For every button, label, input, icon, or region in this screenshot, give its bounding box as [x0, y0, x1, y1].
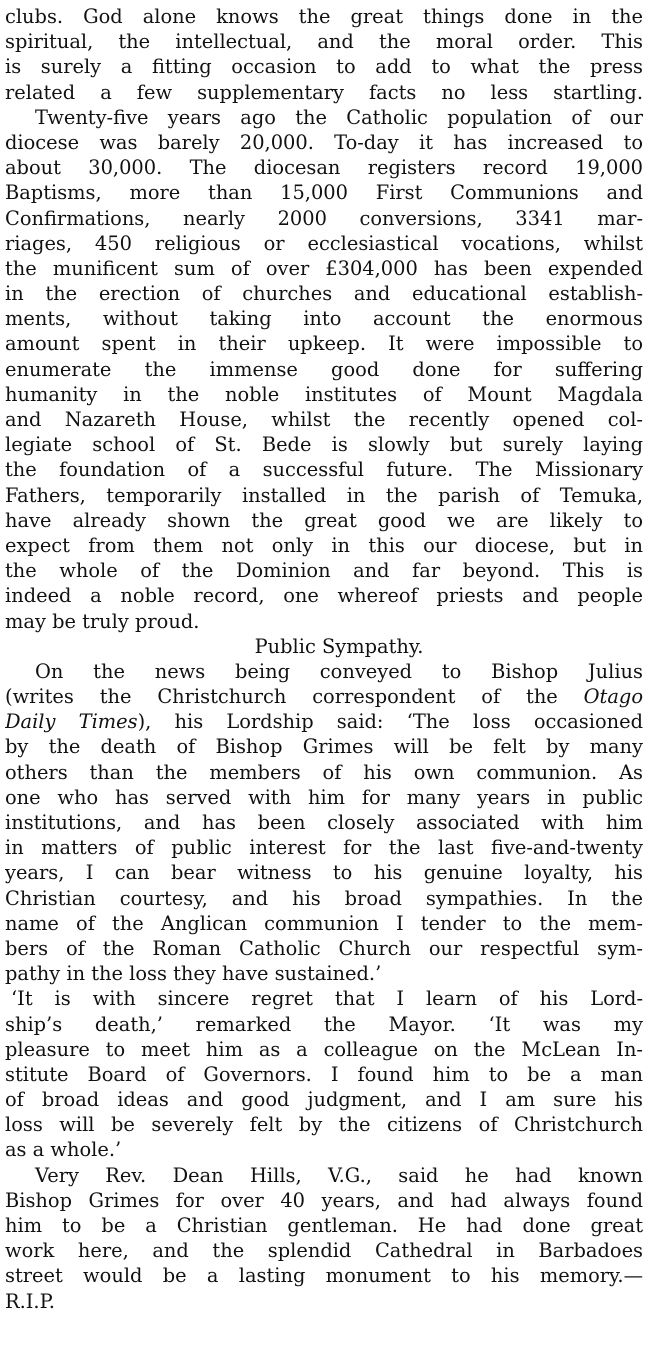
text-line: stitute Board of Governors. I found him to be a man — [5, 1062, 643, 1086]
text-line: riages, 450 religious or ecclesiastical vocations, whilst — [5, 231, 643, 255]
section-heading: Public Sympathy. — [254, 634, 424, 658]
text-line: related a few supplementary facts no less startling. — [5, 80, 643, 104]
text-line: indeed a noble record, one whereof priests and people — [5, 584, 643, 608]
text-line — [5, 709, 643, 734]
text-line: the foundation of a successful future. The Missionary — [5, 458, 643, 482]
text-line: years, I can bear witness to his genuine loyalty, his — [5, 861, 643, 885]
text-line: enumerate the immense good done for suffering — [5, 357, 643, 381]
text-line: On the news being conveyed to Bishop Julius — [35, 659, 643, 683]
text-line: the whole of the Dominion and far beyond. This is — [5, 559, 643, 583]
text-line: ‘It is with sincere regret that I learn of his Lord- — [11, 987, 643, 1011]
text-line: R.I.P. — [5, 1289, 55, 1313]
text-fragment: (writes the Christchurch correspondent of the — [5, 685, 584, 709]
text-line: in matters of public interest for the last five-and-twenty — [5, 836, 643, 860]
text-line: in the erection of churches and educational establish- — [5, 282, 643, 306]
text-line — [5, 684, 643, 709]
text-line: expect from them not only in this our diocese, but in — [5, 533, 643, 557]
text-line: humanity in the noble institutes of Mount Magdala — [5, 382, 643, 406]
text-line: as a whole.’ — [5, 1138, 122, 1162]
text-line: pleasure to meet him as a colleague on the McLean In- — [5, 1037, 643, 1061]
text-line: ments, without taking into account the enormous — [5, 307, 643, 331]
text-line: about 30,000. The diocesan registers record 19,000 — [5, 156, 643, 180]
paragraph-dean-hills — [5, 1163, 643, 1314]
paragraph-mayor — [5, 986, 643, 1162]
text-line: loss will be severely felt by the citizens of Christchurch — [5, 1113, 643, 1137]
text-line: clubs. God alone knows the great things done in the — [5, 5, 643, 28]
text-line: bers of the Roman Catholic Church our respectful sym- — [5, 936, 643, 960]
text-line: spiritual, the intellectual, and the moral order. This — [5, 30, 643, 54]
text-line: him to be a Christian gentleman. He had done great — [5, 1214, 643, 1237]
text-line: Twenty-five years ago the Catholic population of our — [35, 105, 643, 129]
text-line: of broad ideas and good judgment, and I am sure his — [5, 1088, 643, 1112]
text-line: institutions, and has been closely associated with him — [5, 811, 643, 834]
text-line: legiate school of St. Bede is slowly but surely laying — [5, 433, 643, 457]
text-line: work here, and the splendid Cathedral in Barbadoes — [5, 1239, 643, 1263]
text-line: street would be a lasting monument to his memory.— — [5, 1264, 643, 1288]
text-line: Baptisms, more than 15,000 First Communions and — [5, 181, 643, 205]
text-fragment: ), his Lordship said: ‘The loss occasioned — [137, 710, 643, 734]
text-line: one who has served with him for many years in public — [5, 785, 643, 809]
text-line: may be truly proud. — [5, 609, 200, 633]
text-line: Christian courtesy, and his broad sympathies. In the — [5, 886, 643, 910]
text-line: have already shown the great good we are likely to — [5, 508, 643, 532]
paragraph-diocese-record — [5, 105, 643, 634]
newspaper-title-italic: Daily Times — [5, 710, 138, 734]
text-line: Fathers, temporarily installed in the parish of Temuka, — [5, 483, 643, 507]
text-line: Bishop Grimes for over 40 years, and had always found — [5, 1188, 643, 1212]
text-line: others than the members of his own communion. As — [5, 760, 643, 784]
text-line: by the death of Bishop Grimes will be felt by many — [5, 735, 643, 759]
text-line: pathy in the loss they have sustained.’ — [5, 962, 382, 986]
text-line: ship’s death,’ remarked the Mayor. ‘It was my — [5, 1012, 643, 1036]
text-line: is surely a fitting occasion to add to what the press — [5, 55, 643, 79]
text-line: diocese was barely 20,000. To-day it has increased to — [5, 130, 643, 154]
text-line: Confirmations, nearly 2000 conversions, 3341 mar- — [5, 206, 643, 230]
text-line: and Nazareth House, whilst the recently opened col- — [5, 408, 643, 431]
paragraph-continuation — [5, 4, 643, 105]
text-line: amount spent in their upkeep. It were impossible to — [5, 332, 643, 356]
paragraph-bishop-julius — [5, 659, 643, 986]
text-line: Very Rev. Dean Hills, V.G., said he had known — [35, 1163, 643, 1187]
text-line: the munificent sum of over £304,000 has been expended — [5, 256, 643, 280]
newspaper-title-italic: Otago — [583, 685, 643, 709]
text-line: name of the Anglican communion I tender to the mem- — [5, 911, 643, 935]
